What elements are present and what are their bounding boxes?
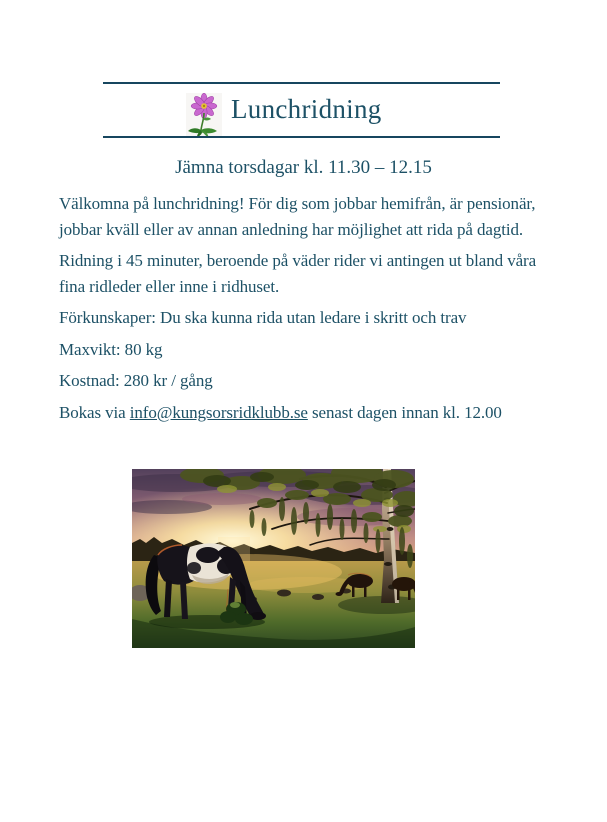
intro-paragraph: Välkomna på lunchridning! För dig som jobbar hemifrån, är pensionär, jobbar kväll eller av annan anledning har möjlighet att rida på dagtid.	[59, 194, 536, 239]
header-bottom-rule	[103, 136, 500, 138]
max-weight-paragraph: Maxvikt: 80 kg	[59, 339, 163, 359]
flower-icon	[186, 93, 222, 138]
booking-suffix-text: senast dagen innan kl. 12.00	[307, 402, 502, 422]
page-title: Lunchridning	[231, 94, 382, 124]
email-link[interactable]: info@kungsorsridklubb.se	[129, 402, 308, 422]
cost-paragraph: Kostnad: 280 kr / gång	[59, 371, 213, 390]
horses-sunset-photo	[132, 469, 415, 648]
booking-prefix-text: Bokas via	[59, 402, 130, 422]
schedule-subtitle: Jämna torsdagar kl. 11.30 – 12.15	[175, 157, 432, 178]
booking-paragraph	[59, 400, 549, 426]
body-text	[59, 191, 549, 431]
requirements-paragraph: Förkunskaper: Du ska kunna rida utan ledare i skritt och trav	[59, 308, 467, 327]
riding-info-paragraph: Ridning i 45 minuter, beroende på väder rider vi antingen ut bland våra fina ridleder eller inne i ridhuset.	[59, 251, 537, 296]
header-top-rule	[103, 82, 500, 84]
